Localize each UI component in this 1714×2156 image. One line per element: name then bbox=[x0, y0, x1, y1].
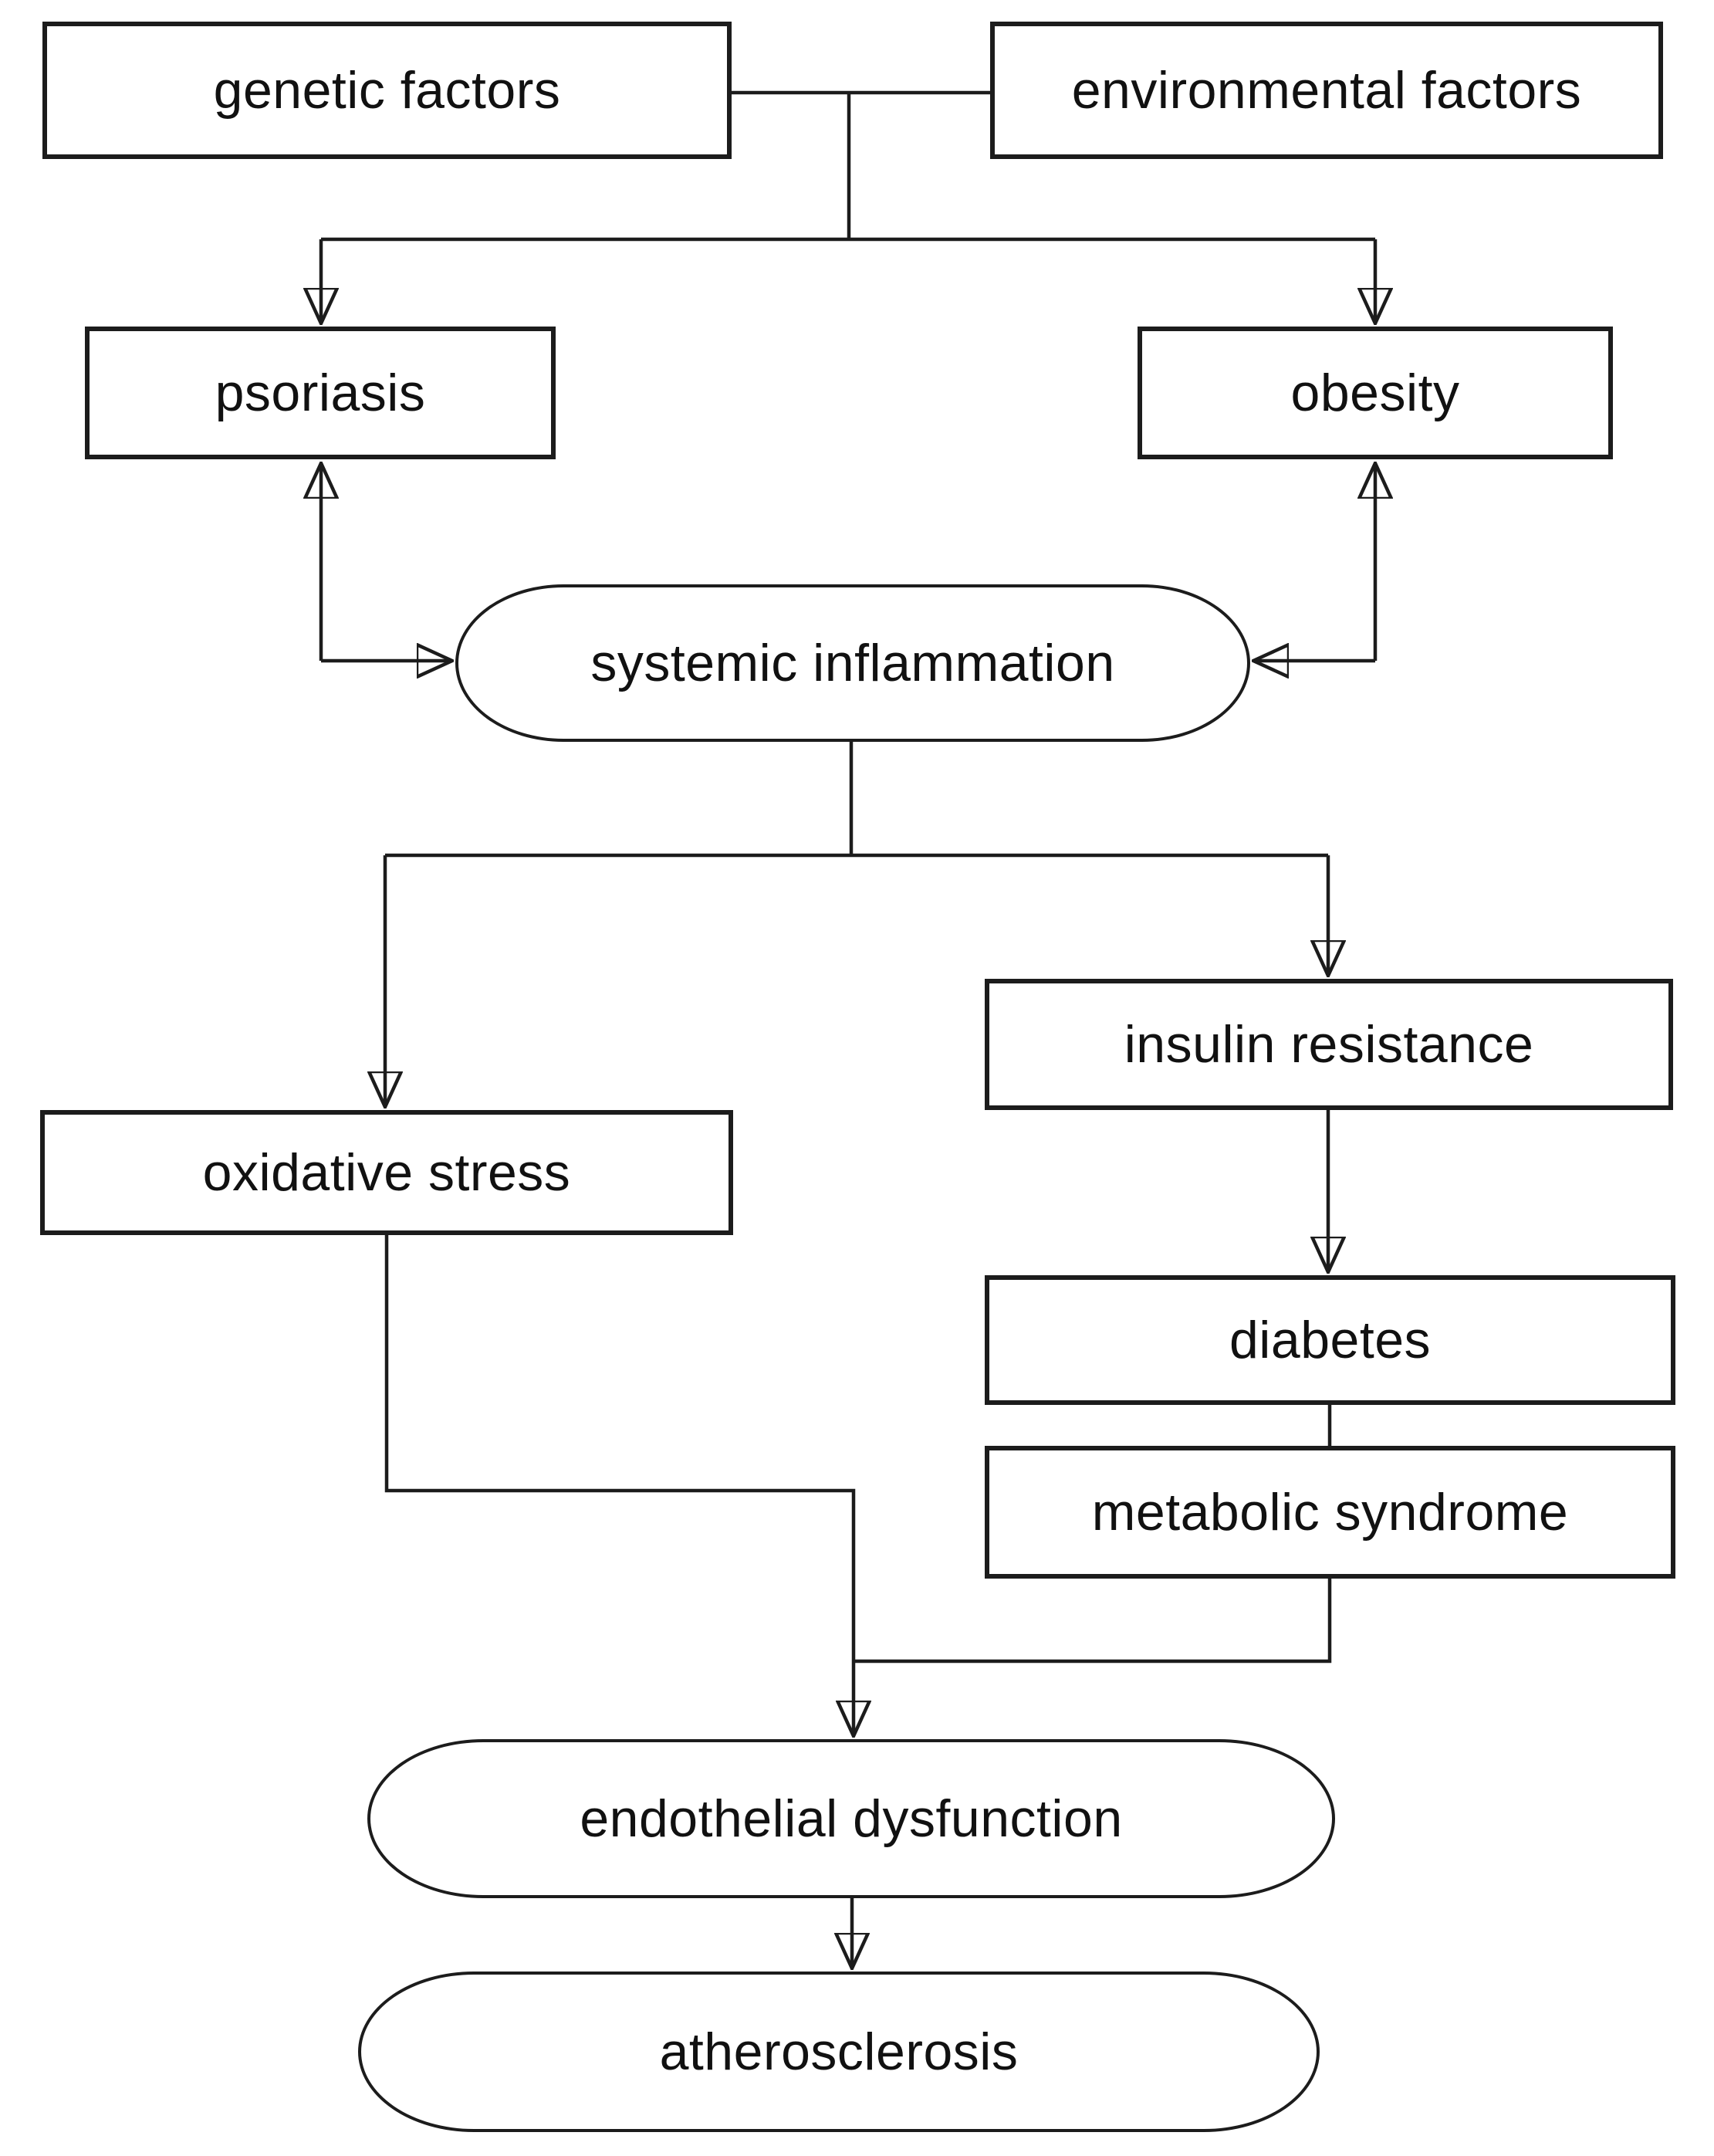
node-metabolic-syndrome bbox=[985, 1446, 1675, 1579]
node-label: metabolic syndrome bbox=[1091, 1483, 1569, 1542]
node-genetic-factors bbox=[42, 22, 732, 159]
edge-metabolic-join bbox=[855, 1578, 1330, 1661]
node-label: insulin resistance bbox=[1124, 1015, 1534, 1074]
node-atherosclerosis bbox=[358, 1972, 1320, 2132]
node-label: endothelial dysfunction bbox=[580, 1789, 1123, 1848]
node-label: genetic factors bbox=[213, 61, 561, 120]
node-label: atherosclerosis bbox=[659, 2022, 1019, 2081]
node-environmental-factors bbox=[990, 22, 1663, 159]
node-obesity bbox=[1138, 327, 1613, 459]
edge-oxidative-to-endothelial bbox=[387, 1234, 854, 1736]
node-psoriasis bbox=[85, 327, 556, 459]
node-label: diabetes bbox=[1229, 1311, 1432, 1369]
node-label: psoriasis bbox=[215, 364, 426, 422]
node-diabetes bbox=[985, 1275, 1675, 1405]
node-oxidative-stress bbox=[40, 1110, 733, 1235]
node-endothelial-dysfunction bbox=[367, 1739, 1335, 1898]
node-label: environmental factors bbox=[1071, 61, 1582, 120]
node-label: oxidative stress bbox=[202, 1143, 571, 1202]
node-systemic-inflammation bbox=[455, 584, 1250, 742]
node-label: systemic inflammation bbox=[590, 634, 1115, 692]
node-insulin-resistance bbox=[985, 979, 1673, 1110]
node-label: obesity bbox=[1290, 364, 1460, 422]
